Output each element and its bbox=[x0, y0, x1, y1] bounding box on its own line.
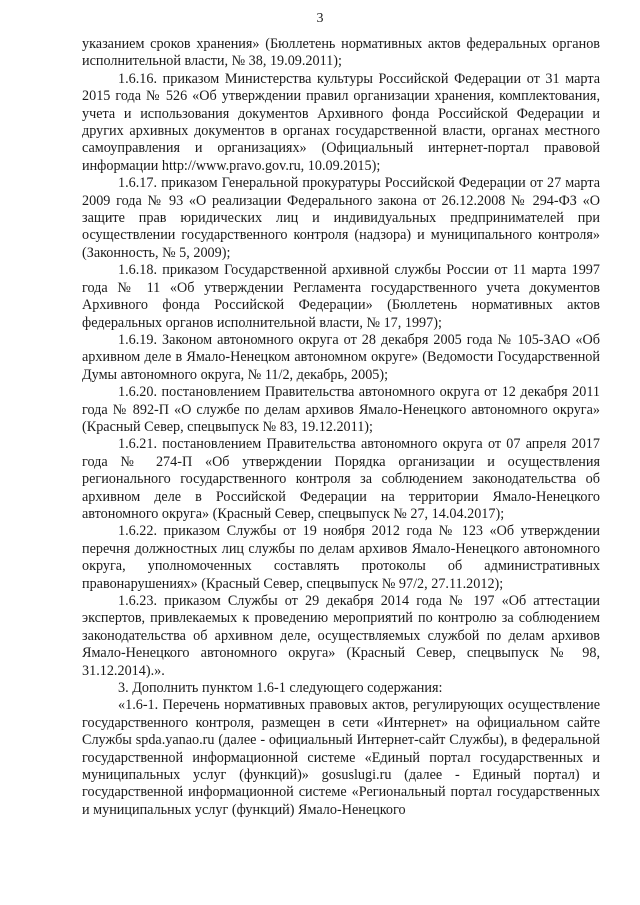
paragraph-1-6-18: 1.6.18. приказом Государственной архивной службы России от 11 марта 1997 года № 11 «Об утверждении Регламента государственного учета документов Архивного фонда Российской Федерации» (Бюллетень нормативных актов федеральных органов исполнительной власти, № 17, 1997); bbox=[82, 262, 600, 331]
paragraph-1-6-17: 1.6.17. приказом Генеральной прокуратуры Российской Федерации от 27 марта 2009 года № 93 «О реализации Федерального закона от 26.12.2008 № 294-ФЗ «О защите прав юридических лиц и индивидуальных предпринимателей при осуществлении государственного контроля (надзора) и муниципального контроля» (Законность, № 5, 2009); bbox=[82, 175, 600, 261]
paragraph-1-6-21: 1.6.21. постановлением Правительства автономного округа от 07 апреля 2017 года № 274-П «Об утверждении Порядка организации и осуществления регионального государственного контроля за соблюдением законодательства об архивном деле в Российской Федерации на территории Ямало-Ненецкого автономного округа» (Красный Север, спецвыпуск № 27, 14.04.2017); bbox=[82, 436, 600, 522]
document-body bbox=[82, 36, 600, 819]
paragraph-1-6-23: 1.6.23. приказом Службы от 29 декабря 2014 года № 197 «Об аттестации экспертов, привлекаемых к проведению мероприятий по контролю за соблюдением законодательства об архивном деле, осуществляемых службой по делам архивов Ямало-Ненецкого автономного округа» (Красный Север, спецвыпуск № 98, 31.12.2014).». bbox=[82, 593, 600, 679]
paragraph-1-6-19: 1.6.19. Законом автономного округа от 28 декабря 2005 года № 105-ЗАО «Об архивном деле в Ямало-Ненецком автономном округе» (Ведомости Государственной Думы автономного округа, № 11/2, декабрь, 2005); bbox=[82, 331, 600, 383]
paragraph-1-6-22: 1.6.22. приказом Службы от 19 ноября 2012 года № 123 «Об утверждении перечня должностных лиц службы по делам архивов Ямало-Ненецкого автономного округа, уполномоченных составлять протоколы об административных правонарушениях» (Красный Север, спецвыпуск № 97/2, 27.11.2012); bbox=[82, 523, 600, 592]
paragraph-3: 3. Дополнить пунктом 1.6-1 следующего содержания: bbox=[118, 680, 443, 697]
page-number: 3 bbox=[316, 11, 324, 26]
paragraph-continuation: указанием сроков хранения» (Бюллетень нормативных актов федеральных органов исполнительной власти, № 38, 19.09.2011); bbox=[82, 36, 600, 70]
paragraph-1-6-20: 1.6.20. постановлением Правительства автономного округа от 12 декабря 2011 года № 892-П «О службе по делам архивов Ямало-Ненецкого автономного округа» (Красный Север, спецвыпуск № 83, 19.12.2011); bbox=[82, 384, 600, 435]
paragraph-1-6-1: «1.6-1. Перечень нормативных правовых актов, регулирующих осуществление государственного контроля, размещен в сети «Интернет» на официальном сайте Службы spda.yanao.ru (далее - официальный Интернет-сайт Службы), в федеральной государственной информационной системе «Единый портал государственных и муниципальных услуг (функций)» gosuslugi.ru (далее - Единый портал) и государственной информационной системе «Региональный портал государственных и муниципальных услуг (функций) Ямало-Ненецкого bbox=[82, 697, 600, 818]
paragraph-1-6-16: 1.6.16. приказом Министерства культуры Российской Федерации от 31 марта 2015 года № 526 «Об утверждении правил организации хранения, комплектования, учета и использования документов Архивного фонда Российской Федерации и других архивных документов в органах государственной власти, органах местного самоуправления и организациях» (Официальный интернет-портал правовой информации http://www.pravo.gov.ru, 10.09.2015); bbox=[82, 70, 600, 174]
